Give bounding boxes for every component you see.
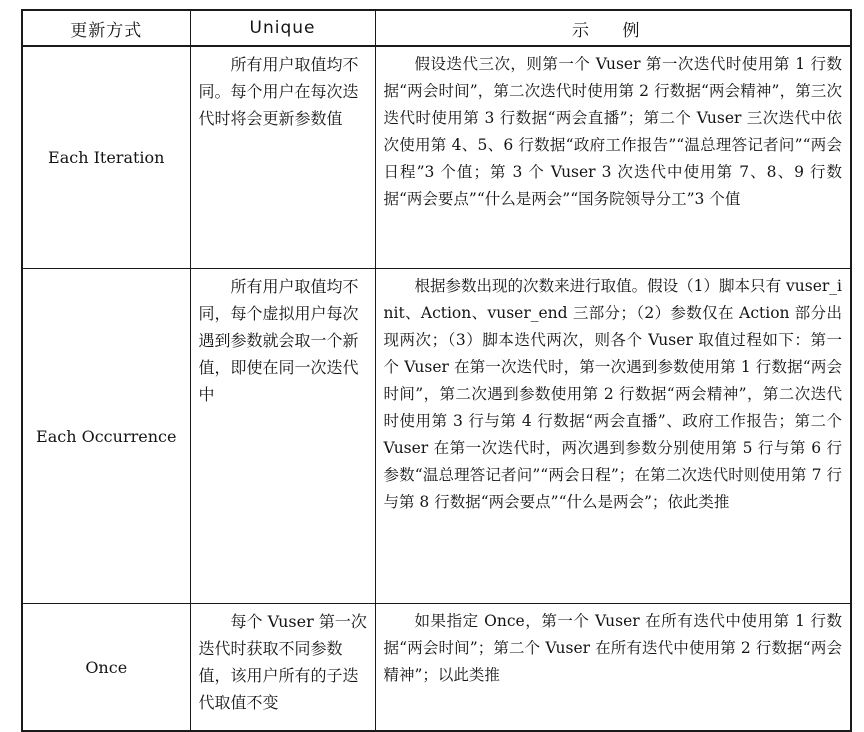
table-row <box>22 46 851 269</box>
table-row <box>22 269 851 604</box>
header-update-mode: 更新方式 <box>22 10 190 46</box>
header-unique: Unique <box>190 10 375 46</box>
update-mode-table <box>21 9 852 732</box>
unique-cell: 所有用户取值均不同，每个虚拟用户每次遇到参数就会取一个新值，即使在同一次迭代中 <box>190 269 375 604</box>
unique-cell: 每个 Vuser 第一次迭代时获取不同参数值，该用户所有的子迭代取值不变 <box>190 604 375 732</box>
example-cell: 如果指定 Once，第一个 Vuser 在所有迭代中使用第 1 行数据“两会时间”；第二个 Vuser 在所有迭代中使用第 2 行数据“两会精神”；以此类推 <box>375 604 851 732</box>
example-cell: 假设迭代三次，则第一个 Vuser 第一次迭代时使用第 1 行数据“两会时间”，第二次迭代时使用第 2 行数据“两会精神”，第三次迭代时使用第 3 行数据“两会直播”；第二个 Vuser 三次迭代中依次使用第 4、5、6 行数据“政府工作报告”“温总理答记者问”“两会日程”3 个值；第 3 个 Vuser 3 次迭代中使用第 7、8、9 行数据“两会要点”“什么是两会”“国务院领导分工”3 个值 <box>375 46 851 269</box>
mode-cell: Each Iteration <box>22 46 190 269</box>
table-row <box>22 604 851 732</box>
mode-cell: Once <box>22 604 190 732</box>
table-header-row <box>22 10 851 46</box>
unique-cell: 所有用户取值均不同。每个用户在每次迭代时将会更新参数值 <box>190 46 375 269</box>
header-example: 示 例 <box>375 10 851 46</box>
mode-cell: Each Occurrence <box>22 269 190 604</box>
example-cell: 根据参数出现的次数来进行取值。假设（1）脚本只有 vuser_init、Action、vuser_end 三部分；（2）参数仅在 Action 部分出现两次；（3）脚本迭代两次，则各个 Vuser 取值过程如下：第一个 Vuser 在第一次迭代时，第一次遇到参数使用第 1 行数据“两会时间”，第二次遇到参数使用第 2 行数据“两会精神”，第二次迭代时使用第 3 行与第 4 行数据“两会直播”、政府工作报告；第二个 Vuser 在第一次迭代时，两次遇到参数分别使用第 5 行与第 6 行参数“温总理答记者问”“两会日程”；在第二次迭代时则使用第 7 行与第 8 行数据“两会要点”“什么是两会”；依此类推 <box>375 269 851 604</box>
